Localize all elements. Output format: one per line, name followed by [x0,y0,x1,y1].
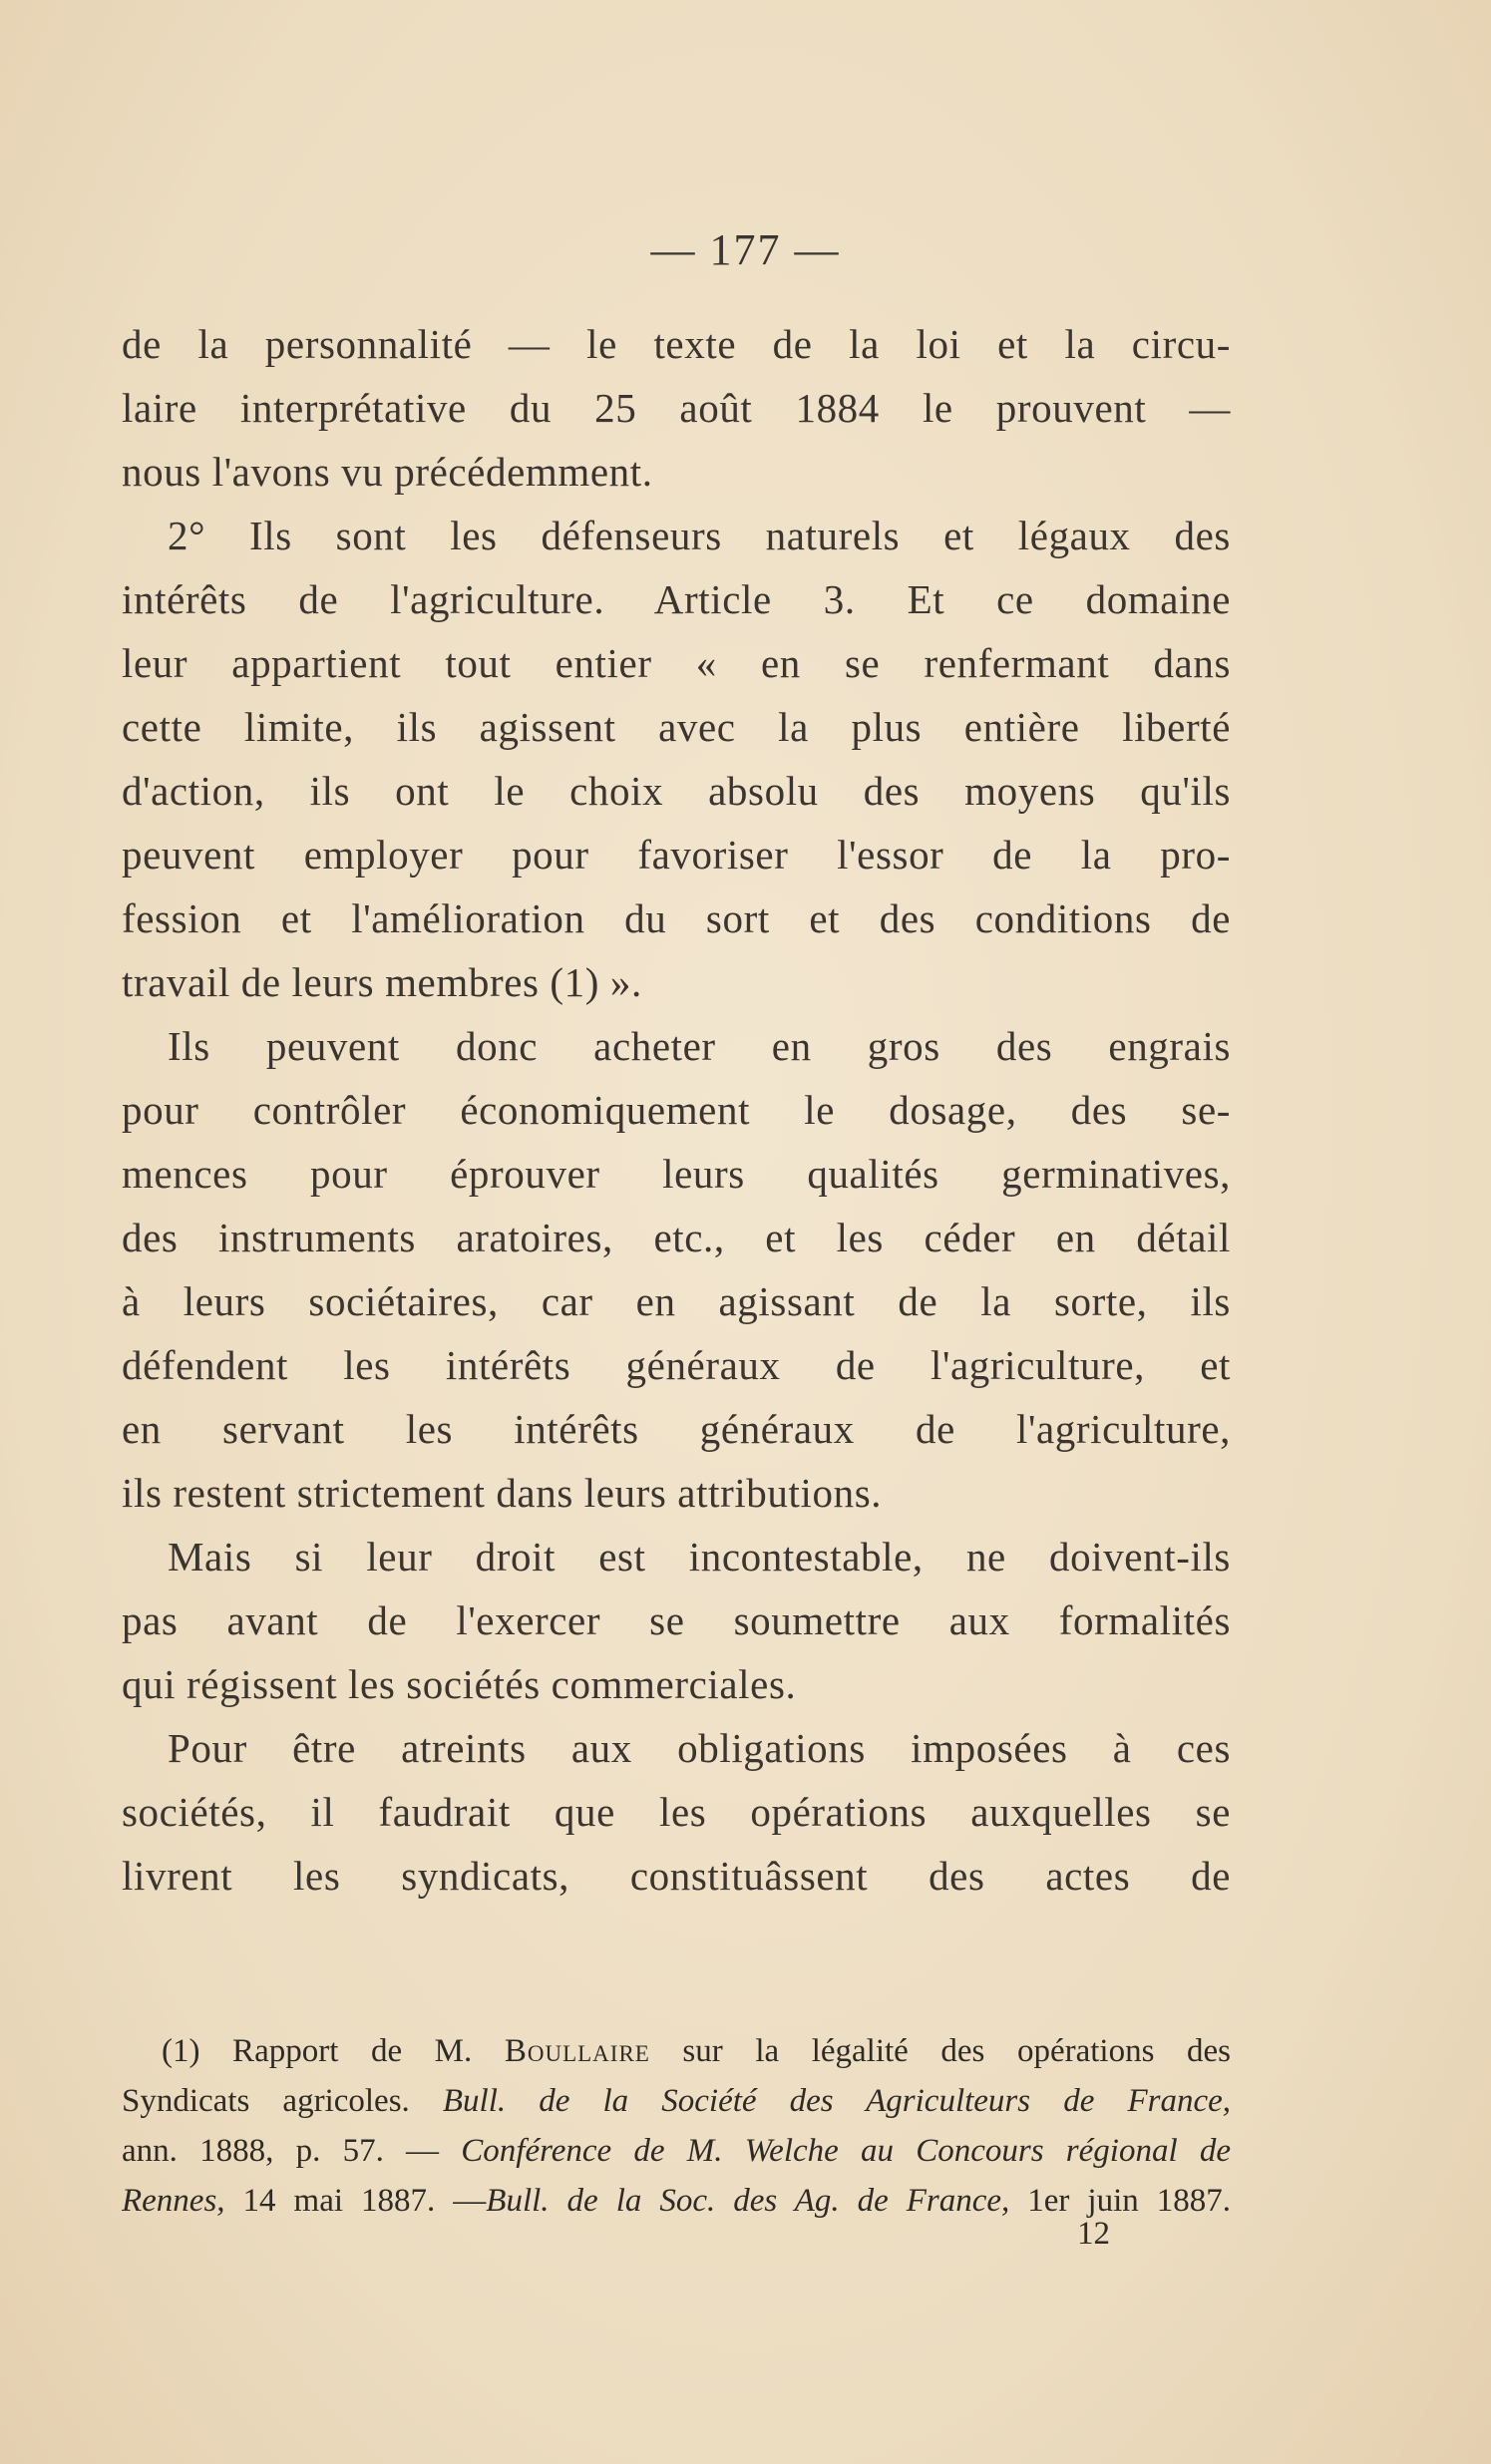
text-line: peuvent employer pour favoriser l'essor de la pro- [122,832,1231,878]
text-line: Ils peuvent donc acheter en gros des engrais [168,1023,1231,1069]
footnote-line [122,2176,1231,2226]
text-line: Pour être atreints aux obligations imposées à ces [168,1725,1231,1771]
text-line: intérêts de l'agriculture. Article 3. Et ce domaine [122,576,1231,622]
text-line: en servant les intérêts généraux de l'agriculture, [122,1406,1231,1452]
text-line: pour contrôler économiquement le dosage, des se- [122,1087,1231,1133]
footnote-text: sur la légalité des opérations des [649,2033,1231,2069]
text-line: leur appartient tout entier « en se renfermant dans [122,640,1231,686]
page-number: — 177 — [650,225,841,274]
text-line: travail de leurs membres (1) ». [122,959,642,1005]
paragraph [122,1716,1231,1908]
footnote-citation: Conférence de M. Welche au Concours régional de [461,2133,1232,2169]
text-line: laire interprétative du 25 août 1884 le prouvent — [122,385,1231,431]
footnote-text: ann. 1888, p. 57. — [122,2133,462,2169]
footnote-citation: Rennes, [122,2183,225,2219]
paragraph [122,504,1231,1014]
footnote-line [122,2076,1231,2126]
footnote-text: 1er juin 1887. [1009,2183,1231,2219]
text-line: pas avant de l'exercer se soumettre aux formalités [122,1597,1231,1643]
text-line: défendent les intérêts généraux de l'agriculture, et [122,1342,1231,1388]
text-line: cette limite, ils agissent avec la plus entière liberté [122,704,1231,750]
text-line: à leurs sociétaires, car en agissant de la sorte, ils [122,1278,1231,1324]
footnote-line [122,2126,1231,2176]
paragraph [122,312,1231,504]
text-line: qui régissent les sociétés commerciales. [122,1661,797,1707]
footnote-text: (1) Rapport de M. [162,2033,505,2069]
text-line: mences pour éprouver leurs qualités germinatives, [122,1151,1231,1197]
paragraph [122,1525,1231,1716]
body-text [122,312,1231,1908]
text-line: 2° Ils sont les défenseurs naturels et légaux des [168,513,1231,558]
text-line: nous l'avons vu précédemment. [122,449,653,495]
footnote-citation: Bull. de la Soc. des Ag. de France, [486,2183,1010,2219]
text-line: des instruments aratoires, etc., et les céder en détail [122,1215,1231,1260]
footnote-citation: Bull. de la Société des Agriculteurs de France, [442,2083,1232,2119]
footnote-text: 14 mai 1887. — [224,2183,487,2219]
footnote-author: Boullaire [504,2033,650,2069]
text-line: Mais si leur droit est incontestable, ne doivent-ils [168,1534,1231,1580]
text-line: fession et l'amélioration du sort et des conditions de [122,895,1231,941]
signature-mark: 12 [1077,2216,1110,2252]
footnote [122,2026,1231,2226]
text-line: de la personnalité — le texte de la loi et la circu- [122,321,1231,367]
text-line: livrent les syndicats, constituâssent des actes de [122,1853,1231,1899]
paragraph [122,1014,1231,1525]
text-line: d'action, ils ont le choix absolu des moyens qu'ils [122,768,1231,814]
text-line: ils restent strictement dans leurs attributions. [122,1470,883,1516]
footnote-line [122,2026,1231,2076]
footnote-text: Syndicats agricoles. [122,2083,443,2119]
text-line: sociétés, il faudrait que les opérations auxquelles se [122,1789,1231,1835]
